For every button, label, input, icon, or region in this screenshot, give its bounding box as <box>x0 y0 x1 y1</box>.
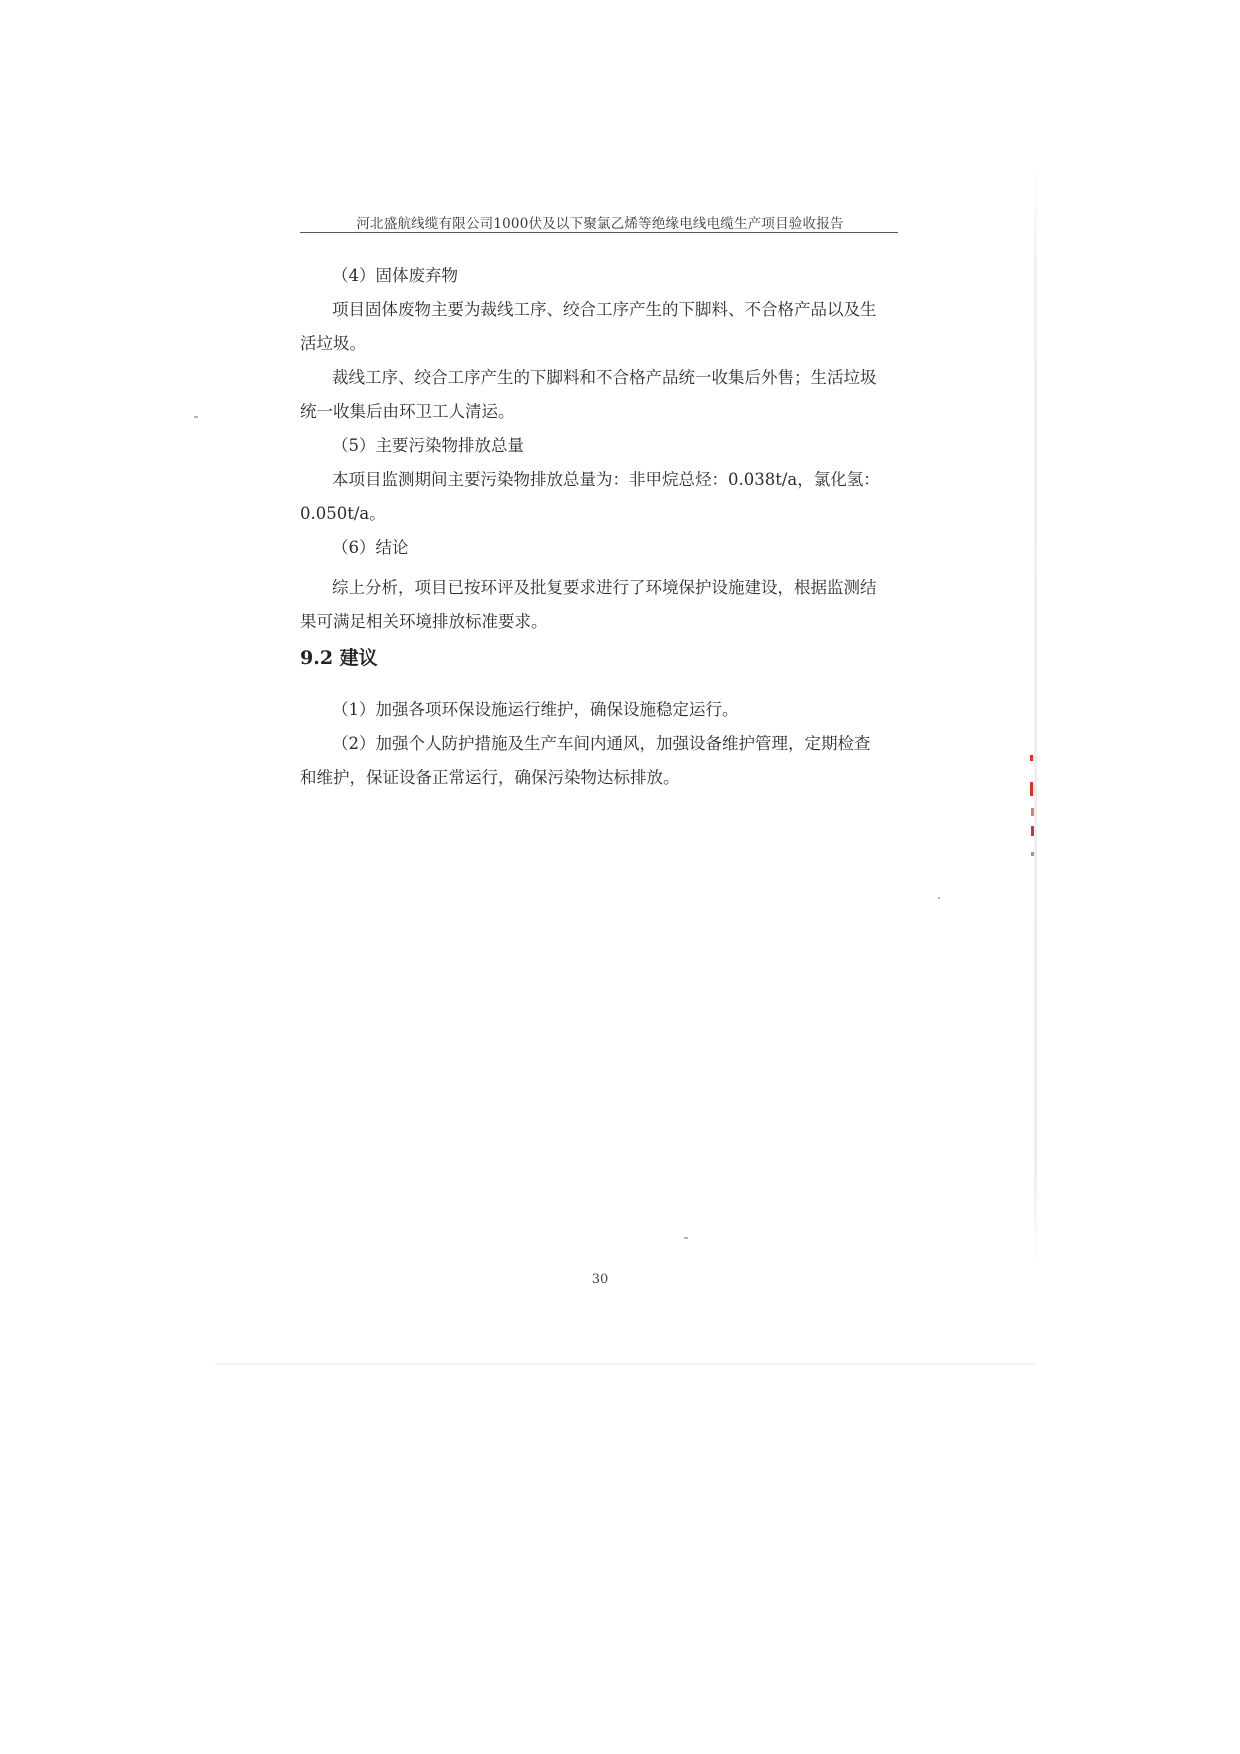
stamp-fragment <box>1031 808 1034 816</box>
scan-speck <box>684 1237 688 1239</box>
stamp-fragment <box>1030 755 1033 761</box>
scan-speck <box>194 416 198 418</box>
section-heading-suggestions: 9.2 建议 <box>300 647 378 669</box>
scan-speck <box>938 897 940 899</box>
suggestion-item-continued: 和维护，保证设备正常运行，确保污染物达标排放。 <box>300 768 680 787</box>
subsection-title-emission-total: （5）主要污染物排放总量 <box>332 436 524 455</box>
stamp-fragment <box>1031 852 1034 856</box>
subsection-title-conclusion: （6）结论 <box>332 538 409 557</box>
paragraph-line: 统一收集后由环卫工人清运。 <box>300 402 515 421</box>
scanned-page-edge <box>1034 165 1037 1265</box>
suggestion-item: （1）加强各项环保设施运行维护，确保设施稳定运行。 <box>332 700 739 719</box>
stamp-fragment <box>1030 782 1033 796</box>
paragraph-line: 本项目监测期间主要污染物排放总量为：非甲烷总烃：0.038t/a，氯化氢： <box>332 470 880 489</box>
stamp-fragment <box>1031 826 1034 836</box>
scanned-bottom-edge <box>215 1363 1035 1365</box>
header-rule <box>300 232 898 233</box>
paragraph-line: 综上分析，项目已按环评及批复要求进行了环境保护设施建设，根据监测结 <box>332 578 877 597</box>
paragraph-line: 项目固体废物主要为裁线工序、绞合工序产生的下脚料、不合格产品以及生 <box>332 300 877 319</box>
paragraph-line: 裁线工序、绞合工序产生的下脚料和不合格产品统一收集后外售；生活垃圾 <box>332 368 877 387</box>
paragraph-line: 果可满足相关环境排放标准要求。 <box>300 612 548 631</box>
page-number: 30 <box>591 1272 609 1287</box>
running-header: 河北盛航线缆有限公司1000伏及以下聚氯乙烯等绝缘电线电缆生产项目验收报告 <box>356 216 844 232</box>
subsection-title-solid-waste: （4）固体废弃物 <box>332 266 458 285</box>
suggestion-item: （2）加强个人防护措施及生产车间内通风，加强设备维护管理，定期检查 <box>332 734 871 753</box>
paragraph-line: 0.050t/a。 <box>300 504 386 523</box>
paragraph-line: 活垃圾。 <box>300 334 366 353</box>
